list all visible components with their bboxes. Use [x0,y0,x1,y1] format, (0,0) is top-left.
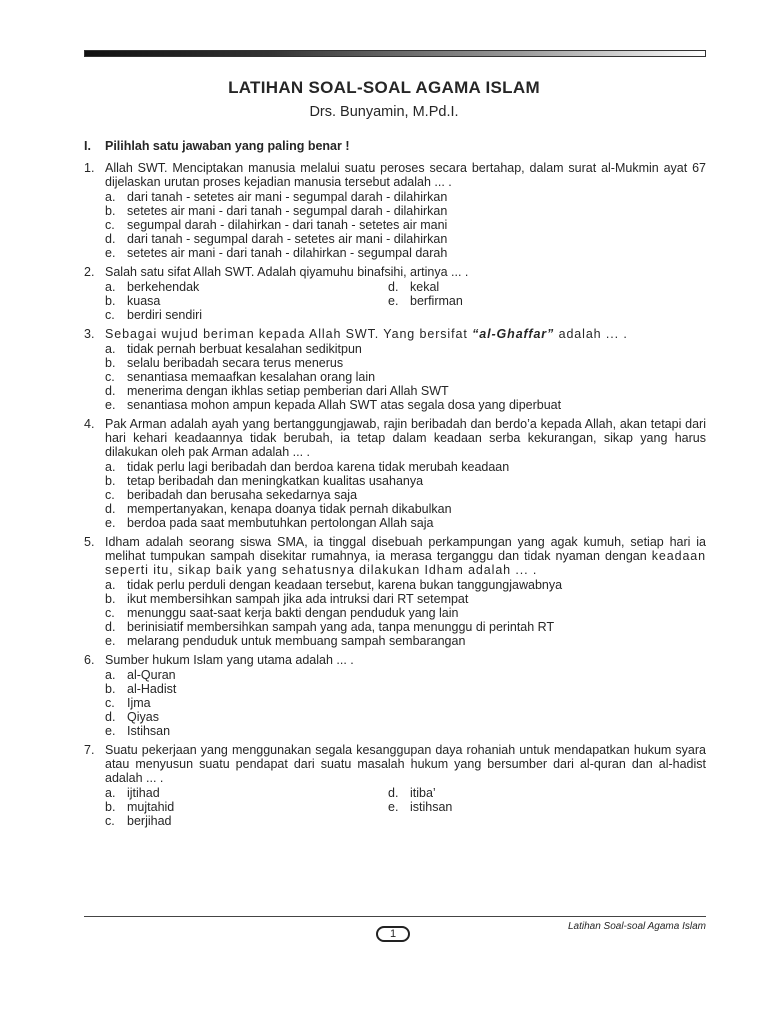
option-letter: e. [105,724,116,738]
option-c[interactable] [105,308,388,322]
option-list [105,280,706,322]
option-text: kekal [410,280,440,294]
question-5 [84,535,706,648]
question-stem-emphasis: “al-Ghaffar” [472,327,555,341]
option-letter: c. [105,814,115,828]
option-b[interactable] [105,592,706,606]
option-letter: d. [388,786,399,800]
question-6 [84,653,706,738]
page-number: 1 [376,926,410,942]
document-title: LATIHAN SOAL-SOAL AGAMA ISLAM [228,78,540,97]
option-letter: c. [105,606,115,620]
option-letter: e. [388,294,399,308]
section-heading [84,139,350,153]
option-letter: a. [105,578,116,592]
option-a[interactable] [105,460,706,474]
option-text: Istihsan [127,724,171,738]
question-stem-text: adalah ... . [554,327,628,341]
option-text: tidak perlu lagi beribadah dan berdoa karena tidak merubah keadaan [127,460,510,474]
option-letter: d. [105,384,116,398]
option-text: segumpal darah - dilahirkan - dari tanah - setetes air mani [127,218,448,232]
option-a[interactable] [105,578,706,592]
option-text: istihsan [410,800,453,814]
option-letter: e. [105,634,116,648]
option-letter: a. [105,342,116,356]
option-text: menerima dengan ikhlas setiap pemberian dari Allah SWT [127,384,449,398]
question-stem [105,535,706,577]
option-text: beribadah dan berusaha sekedarnya saja [127,488,358,502]
option-text: berdoa pada saat membutuhkan pertolongan Allah saja [127,516,434,530]
option-text: itiba’ [410,786,436,800]
option-letter: c. [105,218,115,232]
option-e[interactable] [105,724,706,738]
option-text: tidak pernah berbuat kesalahan sedikitpun [127,342,362,356]
question-4 [84,417,706,530]
option-b[interactable] [105,474,706,488]
option-letter: b. [105,592,116,606]
question-stem [105,327,706,341]
option-e[interactable] [105,398,706,412]
option-letter: c. [105,370,115,384]
option-letter: a. [105,460,116,474]
option-text: melarang penduduk untuk membuang sampah sembarangan [127,634,466,648]
option-text: berinisiatif membersihkan sampah yang ada, tanpa menunggu di perintah RT [127,620,555,634]
option-text: mujtahid [127,800,175,814]
option-text: al-Hadist [127,682,177,696]
option-b[interactable] [105,204,706,218]
option-text: senantiasa memaafkan kesalahan orang lain [127,370,376,384]
option-c[interactable] [105,218,706,232]
question-3 [84,327,706,412]
question-number: 3. [84,327,95,341]
option-text: setetes air mani - dari tanah - dilahirkan - segumpal darah [127,246,448,260]
option-e[interactable] [388,800,706,814]
option-letter: d. [105,502,116,516]
option-text: berkehendak [127,280,200,294]
option-letter: e. [105,246,116,260]
option-text: al-Quran [127,668,176,682]
option-b[interactable] [105,294,388,308]
question-stem: Suatu pekerjaan yang menggunakan segala kesanggupan daya rohaniah untuk mendapatkan hukum syara atau menyusun suatu pendapat dari suatu masalah hukum yang bersumber dari al-quran dan al-hadist adalah ... . [105,743,706,785]
option-d[interactable] [105,384,706,398]
question-stem: Allah SWT. Menciptakan manusia melalui suatu peroses secara bertahap, dalam surat al-Mukmin ayat 67 dijelaskan urutan proses kejadian manusia tersebut adalah ... . [105,161,706,189]
option-text: dari tanah - segumpal darah - setetes air mani - dilahirkan [127,232,448,246]
question-number: 4. [84,417,95,431]
option-text: berjihad [127,814,172,828]
option-d[interactable] [105,502,706,516]
option-letter: b. [105,800,116,814]
option-text: tidak perlu perduli dengan keadaan tersebut, karena bukan tanggungjawabnya [127,578,563,592]
option-letter: c. [105,308,115,322]
section-number: I. [84,139,91,153]
option-d[interactable] [105,232,706,246]
option-text: menunggu saat-saat kerja bakti dengan penduduk yang lain [127,606,459,620]
option-letter: b. [105,682,116,696]
question-stem-text: Sebagai wujud beriman kepada Allah SWT. Yang bersifat [105,327,473,341]
option-letter: a. [105,668,116,682]
option-letter: a. [105,786,116,800]
option-letter: d. [388,280,399,294]
footer-title: Latihan Soal-soal Agama Islam [567,921,706,932]
footer-divider [84,916,706,917]
option-e[interactable] [105,516,706,530]
option-text: mempertanyakan, kenapa doanya tidak pernah dikabulkan [127,502,452,516]
question-number: 5. [84,535,95,549]
section-instruction: Pilihlah satu jawaban yang paling benar ! [105,139,350,153]
question-7 [84,743,706,828]
option-letter: e. [105,516,116,530]
option-text: ijtihad [127,786,160,800]
option-letter: a. [105,280,116,294]
option-text: berdiri sendiri [127,308,203,322]
option-text: Qiyas [127,710,159,724]
question-list [84,161,706,833]
option-text: senantiasa mohon ampun kepada Allah SWT atas segala dosa yang diperbuat [127,398,562,412]
question-stem-text-spaced: keadaan seperti itu, sikap baik yang sehatusnya dilakukan Idham adalah ... . [105,549,706,577]
question-number: 1. [84,161,95,175]
option-a[interactable] [105,786,388,800]
option-letter: d. [105,620,116,634]
question-stem: Salah satu sifat Allah SWT. Adalah qiyamuhu binafsihi, artinya ... . [105,265,469,279]
option-list [105,668,706,738]
option-d[interactable] [105,710,706,724]
option-text: ikut membersihkan sampah jika ada intruksi dari RT setempat [127,592,469,606]
option-text: Ijma [127,696,151,710]
option-list [105,190,706,260]
option-letter: d. [105,710,116,724]
option-a[interactable] [105,190,706,204]
document-author: Drs. Bunyamin, M.Pd.I. [309,104,459,120]
option-text: selalu beribadah secara terus menerus [127,356,344,370]
option-e[interactable] [105,246,706,260]
option-letter: e. [105,398,116,412]
question-stem: Sumber hukum Islam yang utama adalah ... . [105,653,354,667]
option-text: kuasa [127,294,161,308]
option-text: berfirman [410,294,463,308]
option-list [105,578,706,648]
question-number: 2. [84,265,95,279]
option-c[interactable] [105,696,706,710]
option-c[interactable] [105,814,388,828]
option-text: tetap beribadah dan meningkatkan kualitas usahanya [127,474,424,488]
question-number: 6. [84,653,95,667]
option-list [105,342,706,412]
option-letter: c. [105,488,115,502]
option-letter: a. [105,190,116,204]
option-c[interactable] [105,370,706,384]
option-d[interactable] [388,786,706,800]
option-c[interactable] [105,606,706,620]
option-d[interactable] [105,620,706,634]
option-a[interactable] [105,668,706,682]
question-1 [84,161,706,260]
question-number: 7. [84,743,95,757]
option-letter: b. [105,474,116,488]
option-b[interactable] [105,800,388,814]
question-2 [84,265,706,322]
option-text: dari tanah - setetes air mani - segumpal darah - dilahirkan [127,190,448,204]
option-letter: b. [105,356,116,370]
option-d[interactable] [388,280,706,294]
option-b[interactable] [105,356,706,370]
question-stem: Pak Arman adalah ayah yang bertanggungjawab, rajin beribadah dan berdo’a kepada Allah, akan tetapi dari hari kehari keadaannya tidak berubah, ia tetap dalam keadaan serba kekurangan, sikap yang harus dilakukan oleh pak Arman adalah ... . [105,417,706,459]
option-c[interactable] [105,488,706,502]
option-text: setetes air mani - dari tanah - segumpal darah - dilahirkan [127,204,448,218]
option-a[interactable] [105,280,388,294]
option-letter: e. [388,800,399,814]
header-decorative-bar [84,50,706,57]
option-a[interactable] [105,342,706,356]
option-e[interactable] [105,634,706,648]
option-letter: b. [105,204,116,218]
option-b[interactable] [105,682,706,696]
option-list [105,460,706,530]
option-letter: d. [105,232,116,246]
option-letter: c. [105,696,115,710]
option-list [105,786,706,828]
option-letter: b. [105,294,116,308]
question-stem-text: Idham adalah seorang siswa SMA, ia tinggal disebuah perkampungan yang agak kumuh, setiap hari ia melihat tumpukan sampah disekitar rumahnya, ia merasa terganggu dan tidak nyaman dengan [105,535,706,563]
option-e[interactable] [388,294,706,308]
